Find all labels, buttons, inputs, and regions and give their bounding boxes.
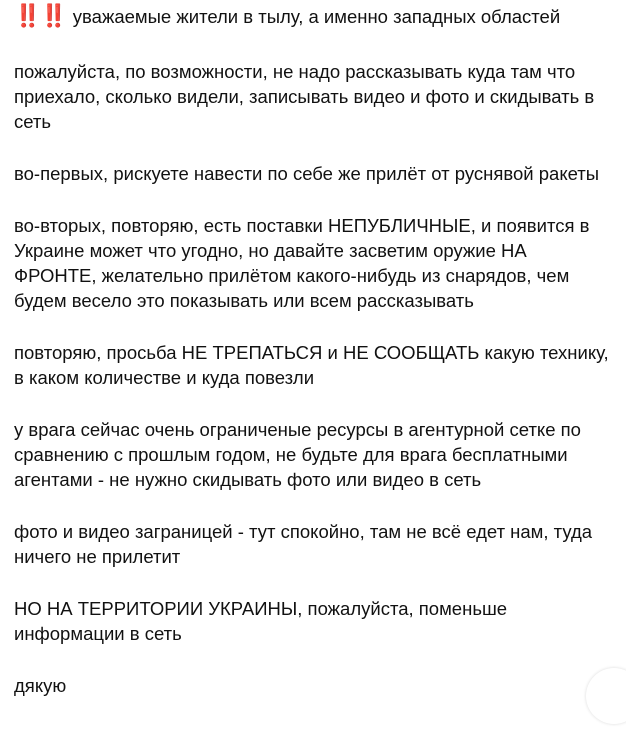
- message-paragraph: во-первых, рискуете навести по себе же прилёт от руснявой ракеты: [14, 163, 600, 184]
- message-paragraph: пожалуйста, по возможности, не надо рассказывать куда там что приехало, сколько видели, записывать видео и фото и скидывать в сеть: [14, 61, 595, 132]
- paragraph-text: уважаемые жители в тылу, а именно западных областей: [72, 6, 561, 27]
- message-paragraph: дякую: [14, 675, 67, 696]
- message-paragraph: фото и видео заграницей - тут спокойно, там не всё едет нам, туда ничего не прилетит: [14, 521, 593, 567]
- message-paragraph: [14, 3, 614, 29]
- double-exclamation-emoji-icon: ‼️‼️: [14, 3, 67, 28]
- message-text: [14, 3, 614, 725]
- message-paragraph: во-вторых, повторяю, есть поставки НЕПУБЛИЧНЫЕ, и появится в Украине может что угодно, но давайте засветим оружие НА ФРОНТЕ, желательно прилётом какого-нибудь из снарядов, чем будем весело это показывать или всем рассказывать: [14, 215, 590, 311]
- message-paragraph: у врага сейчас очень ограниченые ресурсы в агентурной сетке по сравнению с прошлым годом, не будьте для врага бесплатными агентами - не нужно скидывать фото или видео в сеть: [14, 419, 581, 490]
- message-paragraph: повторяю, просьба НЕ ТРЕПАТЬСЯ и НЕ СООБЩАТЬ какую технику, в каком количестве и куда повезли: [14, 342, 609, 388]
- message-paragraph: НО НА ТЕРРИТОРИИ УКРАИНЫ, пожалуйста, поменьше информации в сеть: [14, 598, 508, 644]
